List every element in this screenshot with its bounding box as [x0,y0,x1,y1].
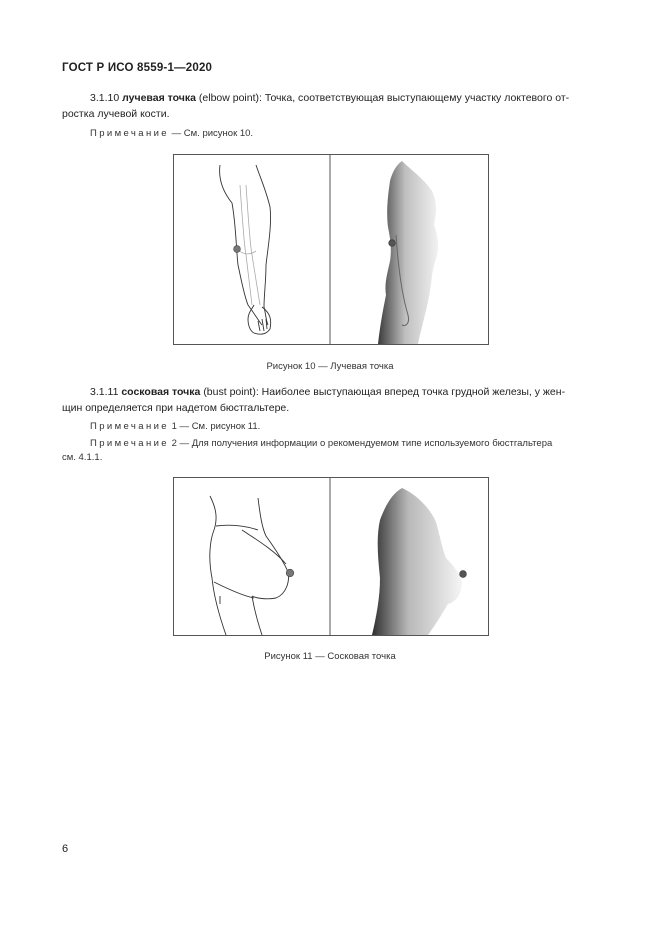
note-1-bust [90,421,260,432]
chest-scan-silhouette [372,488,462,635]
figure-11-frame [173,477,489,636]
term-name: сосковая точка [121,386,201,398]
note-2-bust [90,438,552,449]
note-text: — См. рисунок 10. [169,128,254,139]
note-label: Примечание [90,421,169,432]
bust-point-marker [286,569,294,577]
elbow-point-marker [234,246,241,253]
figure-10-illustration [174,155,488,344]
term-number: 3.1.11 [90,386,119,398]
term-definition-line2: щин определяется при надетом бюстгальтере. [62,402,290,414]
note-text: 1 — См. рисунок 11. [169,421,261,432]
term-paragraph-elbow [90,90,610,106]
note-label: Примечание [90,128,169,139]
page-number: 6 [62,843,69,855]
document-header: ГОСТ Р ИСО 8559-1—2020 [62,62,213,74]
figure-11-caption: Рисунок 11 — Сосковая точка [264,651,396,662]
note-elbow [90,128,253,139]
term-definition-line2: ростка лучевой кости. [62,108,170,120]
figure-11-illustration [174,478,488,635]
term-definition-line1: (elbow point): Точка, соответствующая выступающему участку локтевого от- [198,92,570,104]
note-label: Примечание [90,438,169,449]
figure-10-caption: Рисунок 10 — Лучевая точка [266,361,394,372]
term-paragraph-bust [90,384,610,400]
figure-10-frame [173,154,489,345]
chest-line-drawing [210,496,289,635]
note-text: 2 — Для получения информации о рекомендуемом типе используемого бюстгальтера [169,438,553,449]
term-name: лучевая точка [122,92,196,104]
arm-bone-drawing [238,185,260,305]
elbow-point-marker-scan [389,240,396,247]
bust-point-marker-scan [460,571,467,578]
term-definition-line1: (bust point): Наиболее выступающая вперед точка грудной железы, у жен- [203,386,566,398]
note-2-line2: см. 4.1.1. [62,452,103,463]
term-number: 3.1.10 [90,92,120,104]
